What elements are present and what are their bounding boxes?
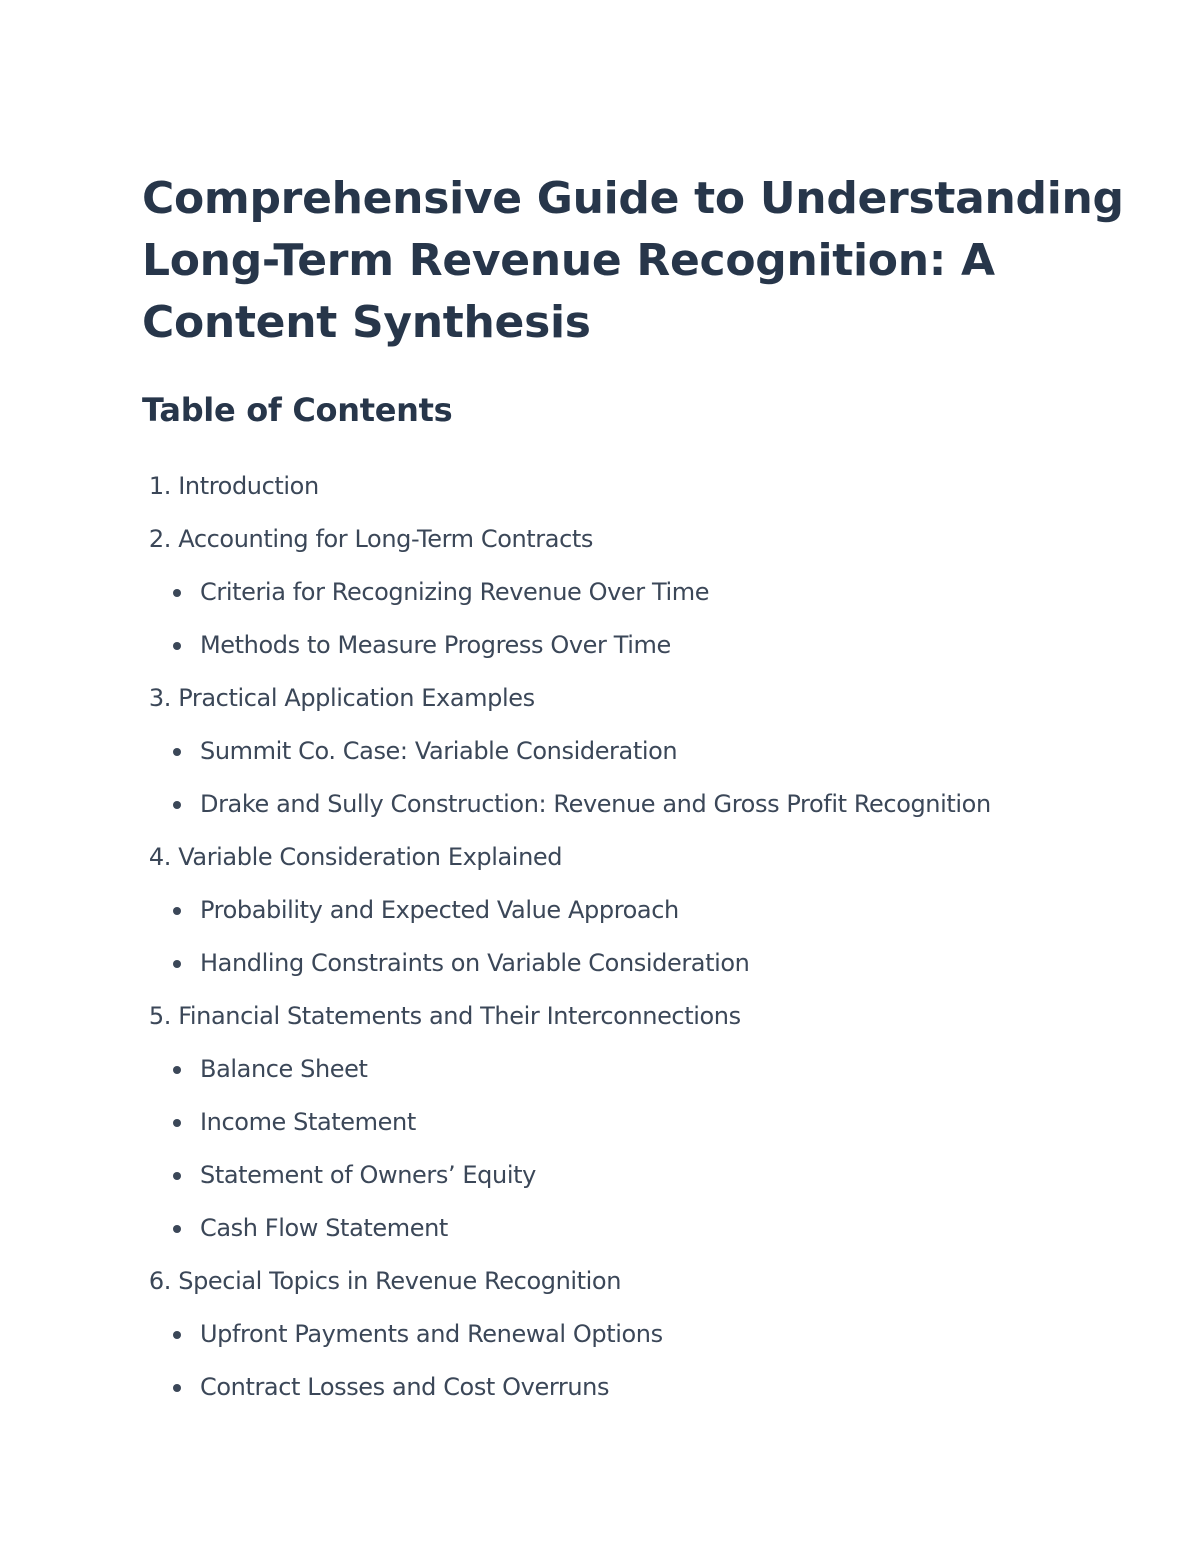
toc-subitem-label: Cash Flow Statement [200, 1214, 448, 1242]
bullet-icon [173, 1066, 181, 1074]
toc-subitem-label: Criteria for Recognizing Revenue Over Time [200, 578, 710, 606]
toc-subitem-label: Handling Constraints on Variable Consideration [200, 949, 750, 977]
toc-entry-line [142, 460, 1142, 513]
toc-entry-label: Special Topics in Revenue Recognition [178, 1267, 622, 1295]
toc-sublist [142, 725, 1142, 831]
toc-entry-line [142, 1255, 1142, 1308]
toc-heading: Table of Contents [142, 391, 453, 429]
toc-entry-line [142, 831, 1142, 884]
toc-entry-label: Variable Consideration Explained [178, 843, 563, 871]
toc-subitem [142, 1202, 1142, 1255]
toc-entry-number: 4. [148, 843, 171, 871]
toc-subitem [142, 619, 1142, 672]
toc-subitem-label: Probability and Expected Value Approach [200, 896, 679, 924]
document-page [142, 168, 1142, 1414]
toc-entry [142, 831, 1142, 990]
toc-subitem-label: Upfront Payments and Renewal Options [200, 1320, 663, 1348]
toc-subitem [142, 937, 1142, 990]
toc-entry-label: Practical Application Examples [178, 684, 535, 712]
toc-entry-label: Introduction [178, 472, 319, 500]
toc-entry-label: Accounting for Long-Term Contracts [178, 525, 593, 553]
toc-entry-line [142, 513, 1142, 566]
bullet-icon [173, 642, 181, 650]
toc-sublist [142, 1043, 1142, 1255]
toc-subitem [142, 725, 1142, 778]
toc-entry-number: 1. [148, 472, 171, 500]
toc-subitem [142, 1043, 1142, 1096]
toc-entry-line [142, 672, 1142, 725]
toc-entry [142, 513, 1142, 672]
bullet-icon [173, 907, 181, 915]
toc-subitem-label: Methods to Measure Progress Over Time [200, 631, 671, 659]
toc-subitem [142, 778, 1142, 831]
toc-subitem [142, 1308, 1142, 1361]
toc-entry-number: 6. [148, 1267, 171, 1295]
toc-subitem [142, 884, 1142, 937]
toc-subitem-label: Drake and Sully Construction: Revenue and Gross Profit Recognition [200, 790, 991, 818]
toc-subitem-label: Statement of Owners’ Equity [200, 1161, 536, 1189]
toc-subitem [142, 566, 1142, 619]
bullet-icon [173, 960, 181, 968]
toc-entry-number: 2. [148, 525, 171, 553]
toc-entry-label: Financial Statements and Their Interconnections [178, 1002, 741, 1030]
bullet-icon [173, 748, 181, 756]
toc-subitem [142, 1096, 1142, 1149]
table-of-contents [142, 460, 1142, 1414]
bullet-icon [173, 1119, 181, 1127]
bullet-icon [173, 1384, 181, 1392]
toc-entry [142, 460, 1142, 513]
toc-subitem-label: Income Statement [200, 1108, 416, 1136]
toc-subitem [142, 1149, 1142, 1202]
bullet-icon [173, 1331, 181, 1339]
toc-sublist [142, 1308, 1142, 1414]
toc-subitem-label: Summit Co. Case: Variable Consideration [200, 737, 678, 765]
toc-entry-number: 3. [148, 684, 171, 712]
toc-subitem-label: Balance Sheet [200, 1055, 368, 1083]
toc-subitem [142, 1361, 1142, 1414]
toc-sublist [142, 566, 1142, 672]
document-title: Comprehensive Guide to Understanding Long-Term Revenue Recognition: A Content Synthesis [142, 173, 1124, 348]
toc-entry-line [142, 990, 1142, 1043]
bullet-icon [173, 801, 181, 809]
toc-subitem-label: Contract Losses and Cost Overruns [200, 1373, 610, 1401]
toc-sublist [142, 884, 1142, 990]
toc-entry [142, 990, 1142, 1255]
toc-entry [142, 1255, 1142, 1414]
bullet-icon [173, 1225, 181, 1233]
toc-entry-number: 5. [148, 1002, 171, 1030]
bullet-icon [173, 1172, 181, 1180]
bullet-icon [173, 589, 181, 597]
toc-entry [142, 672, 1142, 831]
